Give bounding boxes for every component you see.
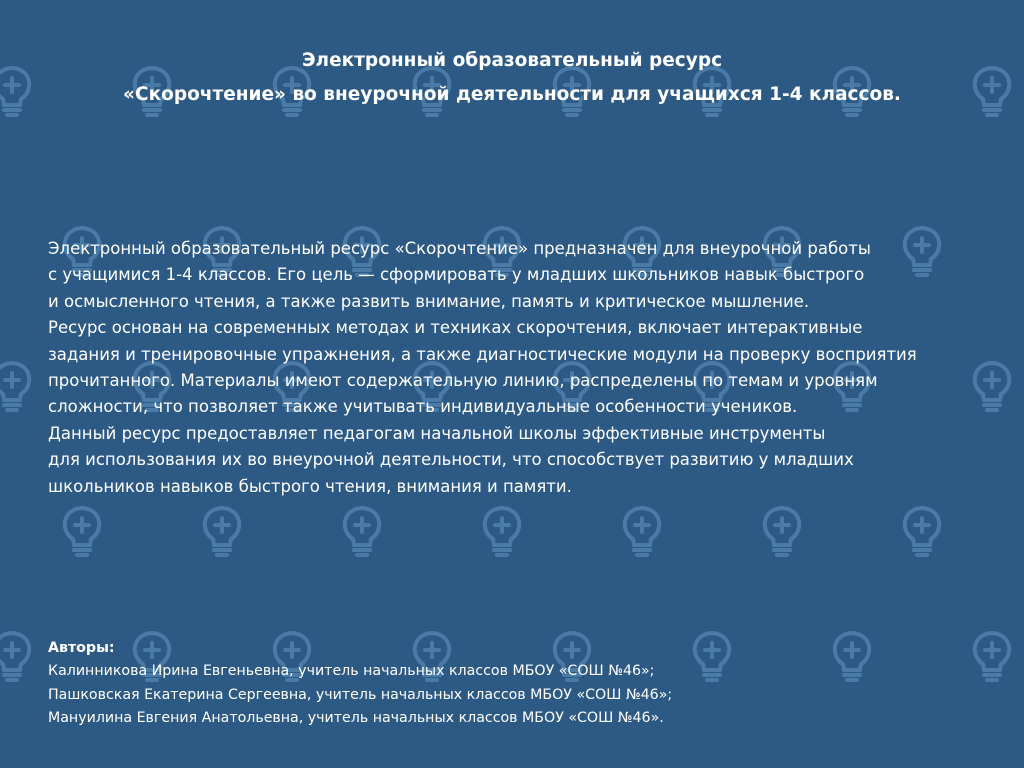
- description-line: для использования их во внеурочной деятельности, что способствует развитию у младших: [48, 450, 854, 470]
- title-line: «Скорочтение» во внеурочной деятельности для учащихся 1-4 классов.: [123, 84, 901, 105]
- description-line: Ресурс основан на современных методах и техниках скорочтения, включает интерактивные: [48, 318, 863, 338]
- author-item: Калинникова Ирина Евгеньевна, учитель начальных классов МБОУ «СОШ №46»;: [48, 663, 655, 680]
- title-line: Электронный образовательный ресурс: [301, 50, 723, 71]
- description-line: прочитанного. Материалы имеют содержательную линию, распределены по темам и уровням: [48, 371, 878, 391]
- description-line: школьников навыков быстрого чтения, внимания и памяти.: [48, 476, 572, 496]
- description-line: Данный ресурс предоставляет педагогам начальной школы эффективные инструменты: [48, 423, 826, 443]
- description-line: сложности, что позволяет также учитывать индивидуальные особенности учеников.: [48, 397, 798, 417]
- description: [48, 236, 998, 500]
- description-line: задания и тренировочные упражнения, а также диагностические модули на проверку восприятия: [48, 344, 917, 364]
- authors-heading: Авторы:: [48, 640, 115, 656]
- author-item: Пашковская Екатерина Сергеевна, учитель начальных классов МБОУ «СОШ №46»;: [48, 686, 673, 703]
- description-line: Электронный образовательный ресурс «Скорочтение» предназначен для внеурочной работы: [48, 239, 871, 258]
- description-line: с учащимися 1-4 классов. Его цель — сформировать у младших школьников навык быстрого: [48, 265, 865, 285]
- page-title: [40, 44, 984, 112]
- description-line: и осмысленного чтения, а также развить внимание, память и критическое мышление.: [48, 291, 810, 311]
- author-item: Мануилина Евгения Анатольевна, учитель начальных классов МБОУ «СОШ №46».: [48, 709, 664, 726]
- authors-block: [48, 637, 948, 730]
